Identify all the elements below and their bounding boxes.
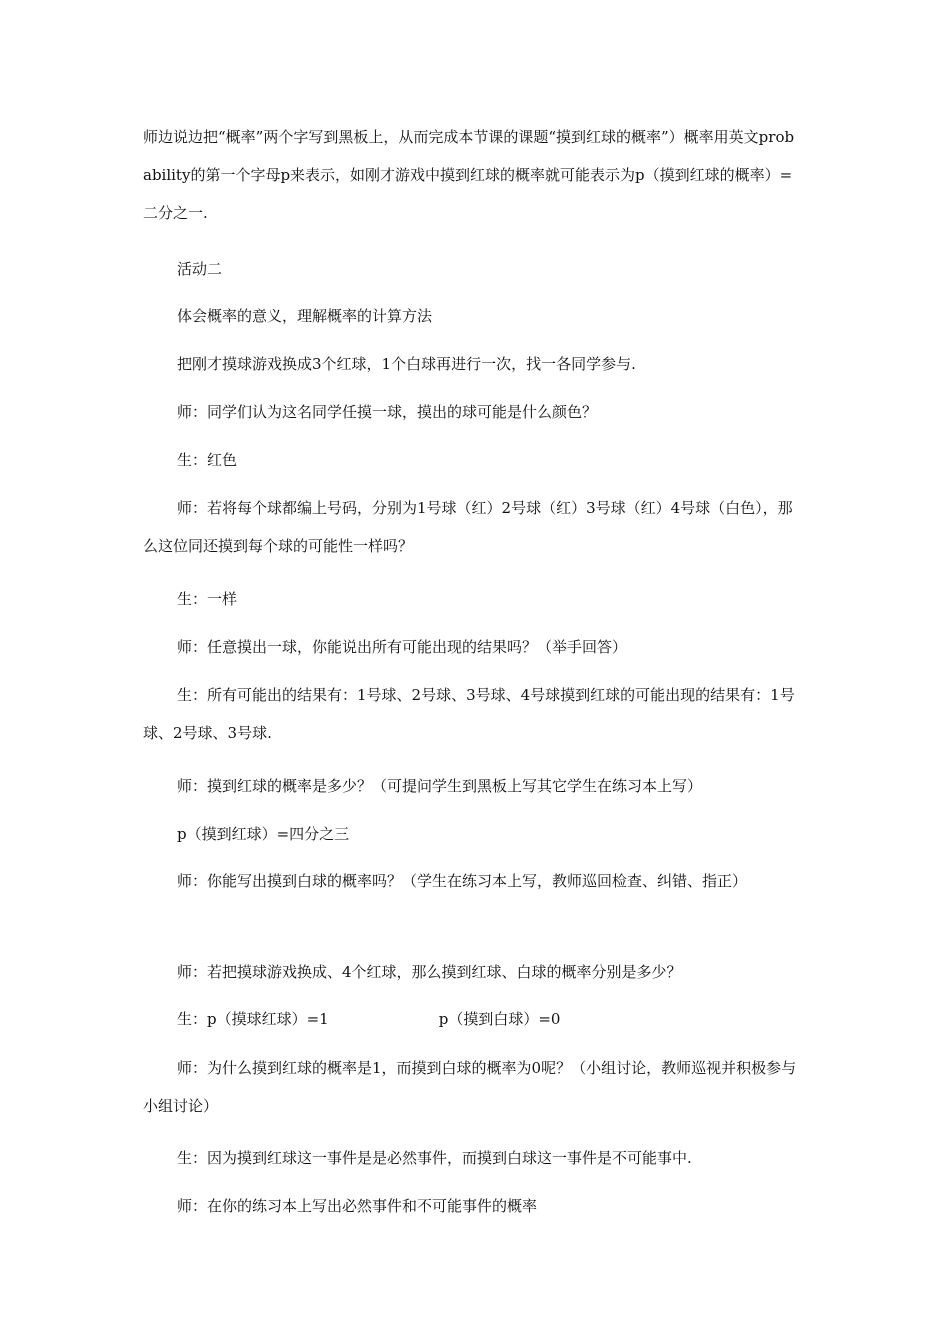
paragraph-teacher-question-3: 师：任意摸出一球，你能说出所有可能出现的结果吗？（举手回答） — [177, 638, 628, 656]
answer-left: 生：p（摸球红球）=1 — [177, 1010, 329, 1028]
answer-right: p（摸到白球）=0 — [438, 1010, 561, 1028]
paragraph-student-answer-3: 生：所有可能出的结果有：1号球、2号球、3号球、4号球摸到红球的可能出现的结果有：1号球、2号球、3号球. — [143, 686, 795, 742]
paragraph-teacher-instruction: 师：在你的练习本上写出必然事件和不可能事件的概率 — [177, 1197, 538, 1215]
paragraph-setup: 把刚才摸球游戏换成3个红球，1个白球再进行一次，找一各同学参与. — [177, 355, 636, 373]
paragraph-intro: 师边说边把“概率”两个字写到黑板上，从而完成本节课的课题“摸到红球的概率”）概率用英文probability的第一个字母p来表示，如刚才游戏中摸到红球的概率就可能表示为p（摸到红球的概率）=二分之一. — [143, 128, 795, 222]
paragraph-student-answer-5: 生：因为摸到红球这一事件是是必然事件，而摸到白球这一事件是不可能事中. — [177, 1149, 692, 1167]
paragraph-student-answer-2: 生：一样 — [177, 590, 238, 608]
paragraph-teacher-question-4: 师：摸到红球的概率是多少？（可提问学生到黑板上写其它学生在练习本上写） — [177, 777, 703, 795]
paragraph-formula: p（摸到红球）=四分之三 — [177, 825, 350, 843]
paragraph-student-answer-4 — [143, 1000, 803, 1038]
paragraph-activity-heading: 活动二 — [177, 260, 223, 278]
paragraph-teacher-question-6: 师：若把摸球游戏换成、4个红球，那么摸到红球、白球的概率分别是多少？ — [177, 963, 682, 981]
paragraph-teacher-question-1: 师：同学们认为这名同学任摸一球，摸出的球可能是什么颜色？ — [177, 403, 598, 421]
paragraph-student-answer-1: 生：红色 — [177, 451, 238, 469]
paragraph-teacher-question-2: 师：若将每个球都编上号码，分别为1号球（红）2号球（红）3号球（红）4号球（白色），那么这位同还摸到每个球的可能性一样吗？ — [143, 499, 793, 555]
paragraph-activity-goal: 体会概率的意义，理解概率的计算方法 — [177, 307, 433, 325]
paragraph-teacher-question-7: 师：为什么摸到红球的概率是1，而摸到白球的概率为0呢？（小组讨论，教师巡视并积极参与小组讨论） — [143, 1059, 797, 1115]
paragraph-teacher-question-5: 师：你能写出摸到白球的概率吗？（学生在练习本上写，教师巡回检查、纠错、指正） — [177, 872, 748, 890]
